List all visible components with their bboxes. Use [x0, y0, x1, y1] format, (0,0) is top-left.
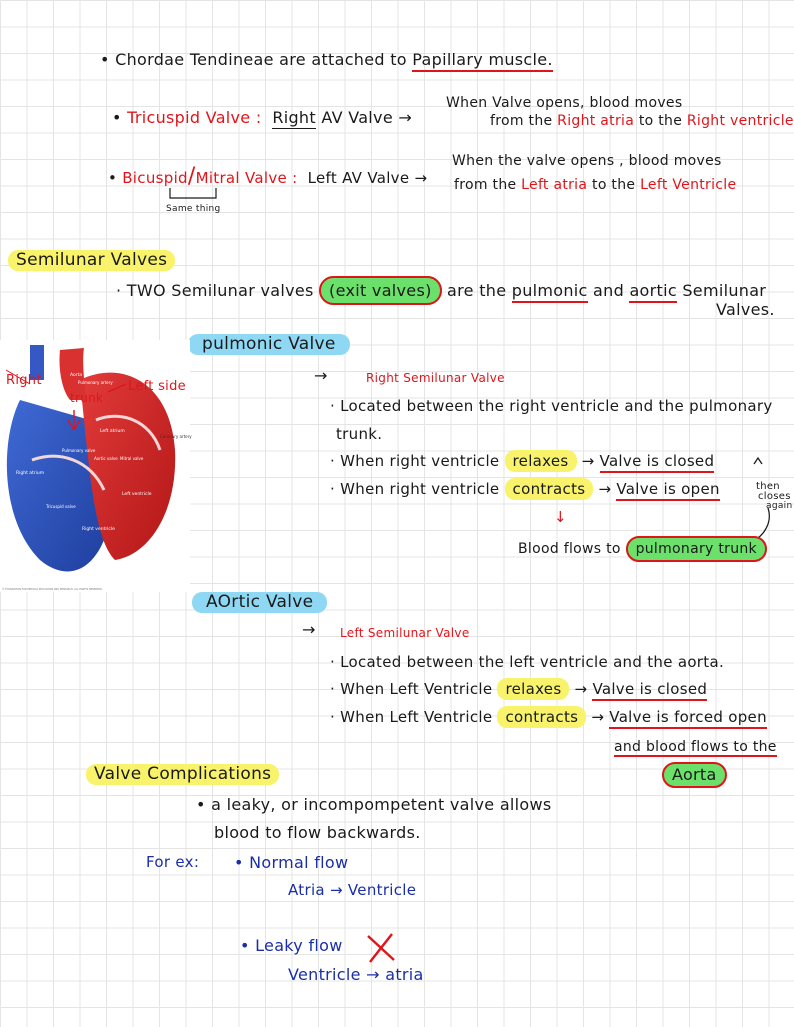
bicuspid-desc2: from the Left atria to the Left Ventricle — [454, 177, 737, 193]
diagram-copyright: © FOUNDATION FOR MEDICAL EDUCATION AND RESEARCH. ALL RIGHTS RESERVED. — [2, 588, 103, 591]
diagram-trunk: trunk — [70, 391, 104, 405]
lbl-tricuspid: Tricuspid valve — [46, 504, 76, 509]
pulmonic-word: pulmonic — [512, 281, 588, 303]
lbl-aortic-valve: Aortic valve — [94, 456, 118, 461]
aortic-located: · Located between the left ventricle and the aorta. — [330, 653, 725, 671]
bicuspid-av: Left AV Valve — [307, 169, 410, 187]
bicuspid-to: Left Ventricle — [640, 177, 737, 193]
aortic-closed: Valve is closed — [592, 680, 707, 701]
bicuspid-line: • Bicuspid/Mitral Valve : Left AV Valve → — [108, 164, 428, 189]
aortic-heading: AOrtic Valve — [192, 592, 327, 613]
aortic-relax: · When Left Ventricle relaxes → Valve is closed — [330, 682, 707, 697]
complications-heading: Valve Complications — [86, 764, 279, 785]
tricuspid-right: Right — [272, 108, 316, 127]
diagram-right: Right — [6, 373, 42, 388]
same-thing-label: Same thing — [166, 204, 221, 214]
tricuspid-av: AV Valve — [321, 108, 393, 127]
aorta-cloud: Aorta — [662, 762, 727, 788]
normal-flow: • Normal flow — [234, 853, 349, 872]
aortic-open: Valve is forced open — [609, 708, 767, 729]
papillary-muscle: Papillary muscle. — [412, 50, 553, 72]
pulmonic-open: Valve is open — [616, 480, 719, 501]
tricuspid-from: Right atria — [557, 113, 635, 129]
aortic-relaxes-hl: relaxes — [497, 678, 569, 700]
down-arrow: ↓ — [554, 508, 567, 526]
pulmonic-located1: · Located between the right ventricle and the pulmonary — [330, 397, 773, 415]
aortic-word: aortic — [629, 281, 677, 303]
pulmonary-trunk-cloud: pulmonary trunk — [626, 536, 767, 562]
tricuspid-name: Tricuspid Valve : — [127, 108, 262, 127]
for-ex: For ex: — [146, 853, 200, 871]
lbl-coronary: Coronary artery — [160, 434, 192, 439]
mitral-name: Mitral Valve : — [195, 169, 298, 187]
tricuspid-desc1: When Valve opens, blood moves — [446, 95, 683, 111]
aortic-arrow: → — [302, 620, 316, 639]
pulmonic-relax: · When right ventricle relaxes → Valve is closed — [330, 454, 714, 469]
contracts-hl: contracts — [505, 478, 594, 500]
x-mark-icon — [364, 932, 400, 964]
semilunar-line2: Valves. — [716, 300, 775, 319]
complications-line1: • a leaky, or incompompetent valve allows — [196, 795, 552, 814]
aortic-contract: · When Left Ventricle contracts → Valve is forced open — [330, 710, 767, 725]
bicuspid-from: Left atria — [521, 177, 588, 193]
blood-flows: Blood flows to pulmonary trunk — [518, 542, 767, 556]
chordae-line: • Chordae Tendineae are attached to Papillary muscle. — [100, 52, 553, 68]
bicuspid-name: Bicuspid — [122, 169, 188, 187]
semilunar-heading: Semilunar Valves — [8, 250, 175, 271]
exit-valves: (exit valves) — [319, 276, 442, 305]
complications-line2: blood to flow backwards. — [214, 823, 421, 842]
aortic-flows: and blood flows to the — [614, 739, 777, 755]
leaky-path: Ventricle → atria — [288, 965, 424, 984]
diagram-left-side: Left side — [128, 379, 186, 394]
lbl-right-atrium: Right atrium — [16, 471, 45, 476]
pulmonic-closed: Valve is closed — [600, 452, 715, 473]
bicuspid-desc1: When the valve opens , blood moves — [452, 153, 722, 169]
tricuspid-line: • Tricuspid Valve : Right AV Valve → — [112, 108, 413, 127]
lbl-left-ventricle: Left ventricle — [122, 492, 152, 497]
then-label: then — [756, 481, 780, 492]
pulmonic-arrow: → — [314, 366, 328, 385]
lbl-aorta: Aorta — [70, 373, 83, 378]
closes-label: closes — [758, 491, 791, 502]
curve-arrow — [744, 456, 784, 536]
again-label: again — [766, 501, 793, 511]
tricuspid-to: Right ventricle — [686, 113, 794, 129]
pulmonic-located2: trunk. — [336, 425, 383, 443]
pulmonic-heading: pulmonic Valve — [188, 334, 350, 355]
lbl-right-ventricle: Right ventricle — [82, 527, 115, 532]
semilunar-line1: · TWO Semilunar valves (exit valves) are the pulmonic and aortic Semilunar — [116, 283, 766, 299]
chordae-text: Chordae Tendineae are attached to — [115, 50, 407, 69]
normal-path: Atria → Ventricle — [288, 881, 417, 899]
lbl-pulm-valve: Pulmonary valve — [62, 448, 96, 453]
lbl-mitral-valve: Mitral valve — [120, 456, 144, 461]
leaky-flow: • Leaky flow — [240, 936, 343, 955]
pulmonic-side: Right Semilunar Valve — [366, 371, 505, 385]
lbl-left-atrium: Left atrium — [100, 429, 125, 434]
lbl-pulm-artery: Pulmonary artery — [78, 380, 113, 385]
relaxes-hl: relaxes — [505, 450, 577, 472]
aortic-contracts-hl: contracts — [497, 706, 586, 728]
aortic-side: Left Semilunar Valve — [340, 626, 470, 640]
pulmonic-contract: · When right ventricle contracts → Valve is open — [330, 482, 720, 497]
tricuspid-desc2: from the Right atria to the Right ventricle — [490, 113, 794, 129]
